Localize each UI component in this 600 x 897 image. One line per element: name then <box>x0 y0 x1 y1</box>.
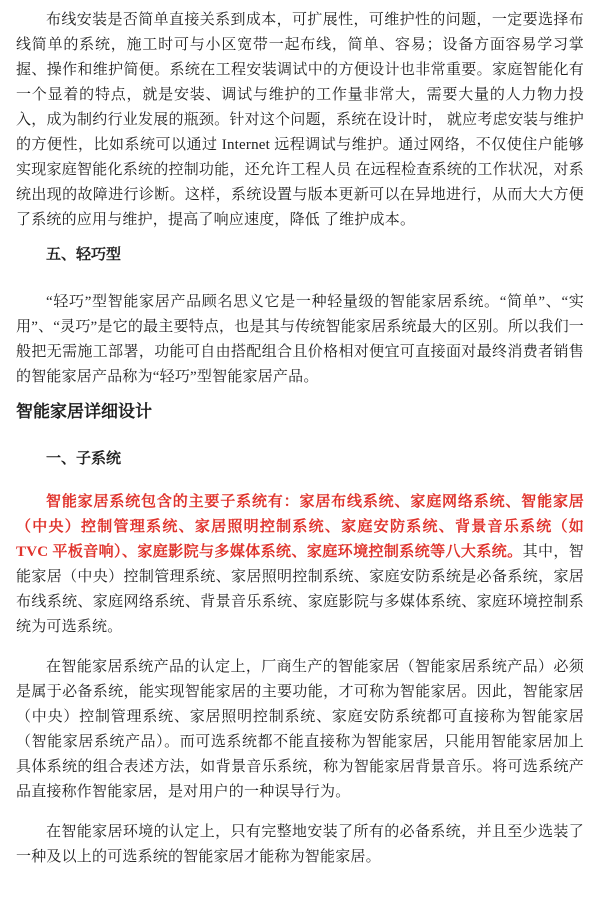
paragraph-subsystems <box>16 490 584 640</box>
paragraph-lightweight-products: “轻巧”型智能家居产品顾名思义它是一种轻量级的智能家居系统。“简单”、“实用”、“灵巧”是它的最主要特点，也是其与传统智能家居系统最大的区别。所以我们一般把无需施工部署，功能可自由搭配组合且价格相对便宜可直接面对最终消费者销售的智能家居产品称为“轻巧”型智能家居产品。 <box>16 294 584 385</box>
paragraph-wiring-installation: 布线安装是否简单直接关系到成本，可扩展性，可维护性的问题，一定要选择布线简单的系统，施工时可与小区宽带一起布线，简单、容易；设备方面容易学习掌握、操作和维护简便。系统在工程安装调试中的方便设计也非常重要。家庭智能化有一个显着的特点，就是安装、调试与维护的工作量非常大，需要大量的人力物力投入，成为制约行业发展的瓶颈。针对这个问题，系统在设计时， 就应考虑安装与维护的方便性，比如系统可以通过 Internet 远程调试与维护。通过网络，不仅使住户能够实现家庭智能化系统的控制功能，还允许工程人员 在远程检查系统的工作状况，对系统出现的故障进行诊断。这样，系统设置与版本更新可以在异地进行，从而大大方便了系统的应用与维护，提高了响应速度，降低 了维护成本。 <box>16 12 584 228</box>
subsystems-list-red-text: 智能家居系统包含的主要子系统有：家居布线系统、家庭网络系统、智能家居（中央）控制管理系统、家居照明控制系统、家庭安防系统、背景音乐系统（如 TVC 平板音响）、家庭影院与多媒体系统、家庭环境控制系统等八大系统。 <box>16 494 584 560</box>
heading-subsystems: 一、子系统 <box>46 451 122 467</box>
paragraph-environment-definition: 在智能家居环境的认定上，只有完整地安装了所有的必备系统，并且至少选装了一种及以上的可选系统的智能家居才能称为智能家居。 <box>16 824 584 865</box>
subsystems-list-black-text: 其中，智能家居（中央）控制管理系统、家居照明控制系统、家庭安防系统是必备系统，家居布线系统、家庭网络系统、背景音乐系统、家庭影院与多媒体系统、家庭环境控制系统为可选系统。 <box>16 544 584 635</box>
paragraph-product-definition: 在智能家居系统产品的认定上，厂商生产的智能家居（智能家居系统产品）必须是属于必备系统，能实现智能家居的主要功能，才可称为智能家居。因此，智能家居（中央）控制管理系统、家居照明控制系统、家庭安防系统都可直接称为智能家居（智能家居系统产品）。而可选系统都不能直接称为智能家居，只能用智能家居加上具体系统的组合表述方法，如背景音乐系统，称为智能家居背景音乐。将可选系统产品直接称作智能家居，是对用户的一种误导行为。 <box>16 659 584 800</box>
heading-smart-home-detailed-design: 智能家居详细设计 <box>16 402 152 421</box>
heading-lightweight-type: 五、轻巧型 <box>46 247 122 263</box>
